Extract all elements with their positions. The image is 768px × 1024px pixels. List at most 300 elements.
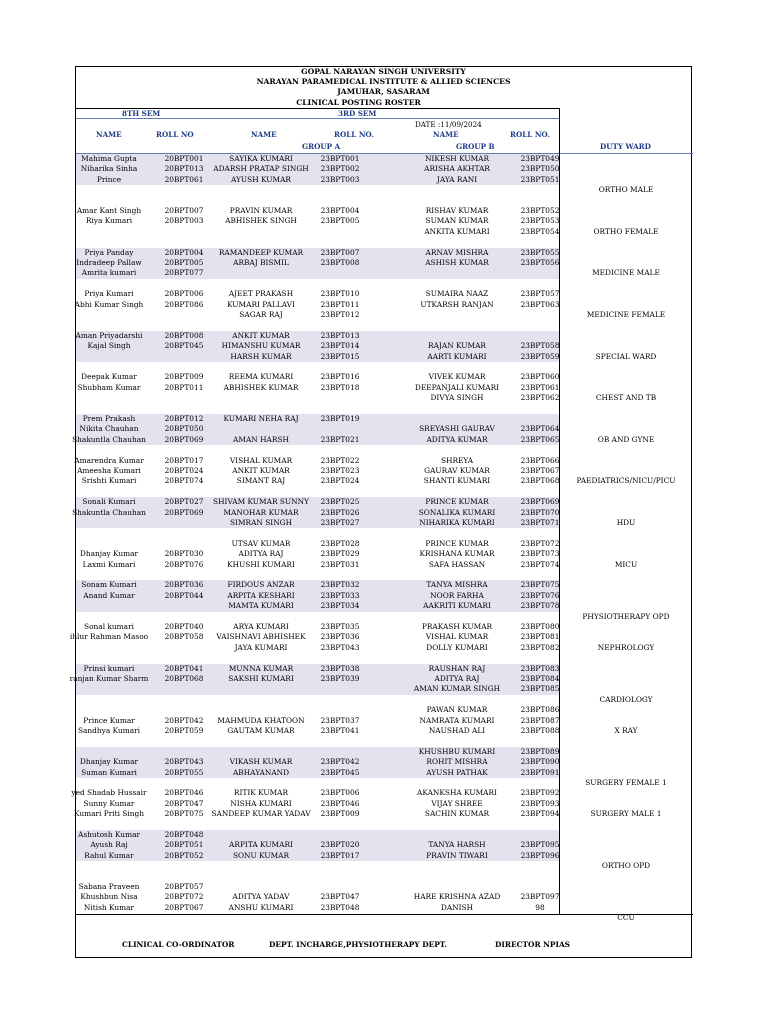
table-row (76, 289, 559, 299)
table-row (76, 362, 559, 372)
cell-name-3rd-b: SHREYA (440, 455, 474, 465)
cell-roll-8th: 20BPT009 (164, 372, 204, 382)
cell-name-3rd-a: MUNNA KUMAR (228, 663, 294, 673)
cell-name-8th: Abhi Kumar Singh (74, 299, 144, 309)
cell-roll-3rd-a: 23BPT022 (320, 455, 360, 465)
cell-name-3rd-a: ARPITA KESHARI (227, 590, 295, 600)
cell-name-3rd-b: NOOR FARHA (430, 590, 484, 600)
sem3-label: 3RD SEM (338, 109, 377, 118)
cell-name-8th: Prince Kumar (83, 715, 135, 725)
duty-ward-cell: CHEST AND TB (595, 393, 657, 403)
cell-roll-8th: 20BPT012 (164, 414, 204, 423)
cell-name-3rd-a: SANDEEP KUMAR YADAV (211, 809, 311, 819)
cell-roll-8th: 20BPT051 (164, 840, 204, 850)
cell-name-8th: Priya Kumari (84, 289, 134, 299)
cell-roll-8th: 20BPT030 (164, 549, 204, 559)
cell-name-8th: Amarendra Kumar (74, 455, 144, 465)
cell-name-3rd-a: HIMANSHU KUMAR (221, 341, 301, 351)
cell-roll-3rd-a: 23BPT046 (320, 798, 360, 808)
cell-name-3rd-a: SAKSHI KUMARI (228, 674, 294, 683)
cell-roll-8th: 20BPT067 (164, 902, 204, 912)
cell-name-3rd-b: VIJAY SHREE (431, 798, 483, 808)
table-row (76, 424, 559, 434)
table-row (76, 549, 559, 559)
cell-roll-3rd-b: 23BPT069 (520, 497, 560, 507)
table-row (76, 539, 559, 549)
cell-roll-3rd-b: 23BPT061 (520, 382, 560, 392)
cell-name-8th: ihlur Rahman Masoo (69, 632, 149, 642)
duty-ward-cell: PHYSIOTHERAPY OPD (582, 611, 670, 621)
duty-ward-cell: NEPHROLOGY (597, 642, 655, 652)
cell-roll-3rd-b: 23BPT092 (520, 788, 560, 798)
cell-roll-8th: 20BPT005 (164, 258, 204, 267)
col-name-3rd-b: NAME (433, 130, 459, 139)
cell-roll-8th: 20BPT045 (164, 341, 204, 351)
cell-name-8th: Anand Kumar (83, 590, 135, 600)
cell-roll-3rd-b: 23BPT070 (520, 507, 560, 517)
cell-roll-8th: 20BPT006 (164, 289, 204, 299)
cell-roll-3rd-a: 23BPT034 (320, 601, 360, 611)
cell-roll-3rd-b: 23BPT093 (520, 798, 560, 808)
cell-name-3rd-a: ABHISHEK SINGH (225, 216, 297, 226)
cell-roll-8th: 20BPT068 (164, 674, 204, 683)
cell-roll-3rd-b: 23BPT066 (520, 455, 560, 465)
signature-director: DIRECTOR NPIAS (495, 940, 571, 949)
table-row (69, 632, 560, 642)
cell-name-8th: Khushbun Nisa (80, 892, 138, 902)
cell-roll-8th: 20BPT058 (164, 632, 204, 642)
duty-ward-cell: SPECIAL WARD (595, 351, 657, 361)
table-row (76, 872, 559, 882)
cell-name-3rd-b: SHANTI KUMARI (423, 476, 491, 486)
cell-name-8th: Aman Priyadarshi (75, 330, 143, 340)
cell-name-3rd-a: ARBAJ BISMIL (233, 258, 289, 267)
table-row (76, 352, 559, 362)
cell-roll-3rd-a: 23BPT021 (320, 434, 360, 444)
cell-roll-3rd-b: 23BPT076 (520, 590, 560, 600)
cell-name-3rd-a: JAYA KUMARI (234, 642, 288, 652)
cell-roll-3rd-b: 23BPT084 (520, 674, 560, 683)
duty-ward-cell: SURGERY FEMALE 1 (585, 778, 667, 787)
cell-name-3rd-a: ABHISHEK KUMAR (223, 382, 299, 392)
cell-name-3rd-b: PRAVIN TIWARI (426, 850, 488, 860)
cell-roll-3rd-a: 23BPT015 (320, 351, 360, 361)
cell-name-3rd-a: AYUSH KUMAR (231, 174, 291, 184)
cell-name-8th: Suman Kumari (81, 767, 137, 777)
table-row (72, 434, 560, 445)
cell-name-3rd-a: SIMANT RAJ (236, 476, 286, 486)
cell-name-3rd-a: ADITYA YADAV (232, 892, 290, 902)
cell-name-3rd-a: FIRDOUS ANZAR (227, 580, 295, 590)
cell-name-8th: Nikita Chauhan (79, 424, 139, 434)
cell-name-3rd-a: VAISHNAVI ABHISHEK (216, 632, 306, 642)
cell-roll-8th: 20BPT017 (164, 455, 204, 465)
cell-name-3rd-b: SAFA HASSAN (428, 559, 486, 569)
col-roll-3rd-b: ROLL NO. (510, 130, 550, 139)
col-roll-8th: ROLL NO (156, 130, 194, 139)
table-row (71, 788, 560, 798)
cell-roll-8th: 20BPT043 (164, 757, 204, 767)
cell-roll-3rd-a: 23BPT048 (320, 902, 360, 912)
cell-name-8th: Dhanjay Kumar (79, 549, 139, 559)
cell-roll-3rd-b: 23BPT059 (520, 351, 560, 361)
cell-name-3rd-a: GAUTAM KUMAR (227, 726, 295, 735)
duty-ward-cell: MEDICINE FEMALE (586, 310, 666, 319)
cell-name-8th: Prinsi kumari (83, 663, 135, 673)
cell-roll-3rd-a: 23BPT002 (320, 164, 360, 174)
table-row (76, 705, 559, 715)
table-row (76, 612, 559, 622)
cell-name-3rd-a: RAMANDEEP KUMAR (218, 247, 304, 257)
table-row (76, 695, 559, 705)
signature-coordinator: CLINICAL CO-ORDINATOR (122, 940, 235, 949)
cell-name-8th: Sunny Kumar (83, 798, 135, 808)
cell-name-3rd-b: AARTI KUMARI (427, 351, 487, 361)
duty-ward-cell: X RAY (614, 726, 638, 735)
cell-roll-3rd-a: 23BPT009 (320, 809, 360, 819)
cell-roll-8th: 20BPT059 (164, 726, 204, 735)
cell-name-3rd-a: AMAN HARSH (233, 434, 289, 444)
table-row (76, 320, 559, 330)
cell-roll-3rd-b: 23BPT072 (520, 538, 560, 548)
cell-name-3rd-b: HARE KRISHNA AZAD (413, 892, 501, 902)
cell-name-3rd-b: ARISHA AKHTAR (424, 164, 490, 174)
cell-roll-3rd-a: 23BPT017 (320, 850, 360, 860)
cell-name-3rd-b: DIVYA SINGH (430, 393, 484, 403)
cell-roll-8th: 20BPT046 (164, 788, 204, 798)
cell-roll-3rd-a: 23BPT023 (320, 466, 360, 475)
cell-roll-3rd-b: 23BPT063 (520, 299, 560, 309)
table-row (76, 497, 559, 507)
cell-roll-3rd-b: 23BPT080 (520, 622, 560, 631)
cell-name-3rd-a: NISHA KUMARI (230, 798, 292, 808)
cell-name-3rd-a: KUMARI NEHA RAJ (223, 414, 299, 423)
cell-roll-3rd-a: 23BPT041 (320, 726, 360, 735)
cell-roll-8th: 20BPT008 (164, 330, 204, 340)
signature-incharge: DEPT. INCHARGE,PHYSIOTHERAPY DEPT. (269, 940, 447, 949)
table-row (76, 518, 559, 528)
cell-roll-8th: 20BPT072 (164, 892, 204, 902)
table-row (76, 487, 559, 497)
cell-roll-3rd-b: 98 (535, 902, 545, 912)
cell-roll-3rd-a: 23BPT032 (320, 580, 360, 590)
cell-name-8th: Amrita kumari (81, 268, 137, 278)
cell-name-8th: Amar Kant Singh (76, 206, 142, 215)
table-row (76, 476, 559, 486)
cell-name-3rd-b: NIHARIKA KUMARI (419, 518, 495, 527)
cell-name-8th: Srishti Kumari (81, 476, 137, 486)
group-a-label: GROUP A (302, 142, 341, 151)
duty-ward-cell: MEDICINE MALE (592, 268, 660, 278)
cell-name-3rd-b: RAJAN KUMAR (428, 341, 486, 351)
cell-roll-3rd-b: 23BPT054 (520, 226, 560, 236)
cell-name-3rd-a: ABHAYANAND (232, 767, 290, 777)
table-row (76, 664, 559, 674)
cell-name-3rd-b: JAYA RANI (436, 174, 478, 184)
cell-roll-3rd-a: 23BPT037 (320, 715, 360, 725)
duty-ward-cell: CCU (617, 913, 635, 923)
cell-name-3rd-b: VISHAL KUMAR (425, 632, 489, 642)
cell-roll-8th: 20BPT086 (164, 299, 204, 309)
cell-name-3rd-b: AYUSH PATHAK (426, 767, 488, 777)
cell-name-3rd-b: AAKRITI KUMARI (423, 601, 491, 611)
institute-name: NARAYAN PARAMEDICAL INSTITUTE & ALLIED SCIENCES (256, 77, 511, 86)
table-row (76, 466, 559, 476)
cell-roll-3rd-b: 23BPT097 (520, 892, 560, 902)
cell-name-3rd-b: DANISH (440, 902, 474, 912)
cell-name-3rd-a: ADITYA RAJ (238, 549, 284, 559)
cell-name-3rd-a: RITIK KUMAR (233, 788, 289, 798)
table-row (76, 903, 559, 913)
cell-name-8th: Shakuntla Chauhan (72, 434, 146, 444)
cell-roll-8th: 20BPT041 (164, 663, 204, 673)
cell-name-3rd-b: SREYASHI GAURAV (419, 424, 495, 434)
duty-ward-cell: ORTHO FEMALE (593, 226, 659, 236)
table-row (76, 560, 559, 570)
table-row (76, 331, 559, 341)
cell-roll-3rd-a: 23BPT012 (320, 310, 360, 319)
table-row (76, 820, 559, 830)
cell-roll-3rd-b: 23BPT095 (520, 840, 560, 850)
cell-roll-3rd-b: 23BPT088 (520, 726, 560, 735)
cell-roll-3rd-a: 23BPT018 (320, 382, 360, 392)
table-row (76, 591, 559, 601)
cell-name-3rd-a: ARYA KUMARI (233, 622, 289, 631)
table-row (76, 258, 559, 268)
cell-name-8th: ranjan Kumar Sharm (69, 674, 149, 683)
cell-roll-8th: 20BPT077 (164, 268, 204, 278)
table-row (76, 300, 559, 310)
location: JAMUHAR, SASARAM (337, 87, 430, 96)
cell-roll-3rd-b: 23BPT089 (520, 746, 560, 756)
cell-roll-3rd-b: 23BPT053 (520, 216, 560, 226)
cell-roll-3rd-b: 23BPT052 (520, 206, 560, 215)
table-row (76, 643, 559, 653)
cell-roll-8th: 20BPT048 (164, 830, 204, 839)
cell-name-8th: Riya Kumari (85, 216, 133, 226)
table-row (76, 383, 559, 393)
cell-roll-8th: 20BPT050 (164, 424, 204, 434)
cell-roll-3rd-a: 23BPT013 (320, 330, 360, 340)
table-row (72, 507, 560, 518)
table-row (76, 414, 559, 424)
cell-name-8th: yed Shadab Hussair (71, 788, 147, 798)
duty-ward-cell: PAEDIATRICS/NICU/PICU (576, 476, 676, 486)
cell-roll-3rd-b: 23BPT058 (520, 341, 560, 351)
cell-roll-3rd-b: 23BPT060 (520, 372, 560, 382)
cell-roll-3rd-a: 23BPT003 (320, 174, 360, 184)
cell-roll-3rd-a: 23BPT007 (320, 247, 360, 257)
cell-roll-3rd-a: 23BPT033 (320, 590, 360, 600)
cell-roll-3rd-a: 23BPT031 (320, 559, 360, 569)
cell-roll-8th: 20BPT044 (164, 590, 204, 600)
cell-name-3rd-b: SACHIN KUMAR (424, 809, 490, 819)
cell-name-3rd-a: VISHAL KUMAR (229, 455, 293, 465)
table-row (76, 185, 559, 195)
cell-name-3rd-a: MANOHAR KUMAR (223, 507, 299, 517)
cell-roll-3rd-b: 23BPT062 (520, 393, 560, 403)
duty-ward-cell: ORTHO MALE (598, 185, 654, 195)
cell-name-8th: Indradeep Pallaw (76, 258, 142, 267)
table-row (76, 528, 559, 538)
page-title: CLINICAL POSTING ROSTER (296, 98, 421, 107)
cell-name-3rd-b: NIKESH KUMAR (424, 154, 490, 163)
cell-roll-3rd-b: 23BPT094 (520, 809, 560, 819)
cell-name-8th: Ayush Raj (90, 840, 128, 850)
cell-name-3rd-b: ANKITA KUMARI (424, 226, 490, 236)
table-row (76, 747, 559, 757)
roster-sheet (69, 66, 692, 958)
cell-roll-3rd-a: 23BPT019 (320, 414, 360, 423)
table-row (76, 622, 559, 632)
cell-name-3rd-a: ANKIT KUMAR (232, 466, 290, 475)
table-row (76, 570, 559, 580)
cell-name-3rd-a: VIKASH KUMAR (229, 757, 293, 767)
cell-roll-3rd-b: 23BPT087 (520, 715, 560, 725)
cell-roll-3rd-b: 23BPT049 (520, 154, 560, 163)
cell-roll-3rd-a: 23BPT024 (320, 476, 360, 486)
cell-roll-3rd-b: 23BPT091 (520, 767, 560, 777)
sem8-label: 8TH SEM (122, 109, 161, 118)
cell-roll-3rd-b: 23BPT067 (520, 466, 560, 475)
cell-name-3rd-b: DOLLY KUMARI (426, 642, 488, 652)
cell-name-3rd-a: KHUSHI KUMARI (227, 559, 295, 569)
cell-roll-3rd-a: 23BPT039 (320, 674, 360, 683)
cell-roll-8th: 20BPT013 (164, 164, 204, 174)
cell-roll-8th: 20BPT047 (164, 798, 204, 808)
cell-name-3rd-b: TANYA HARSH (428, 840, 486, 850)
cell-roll-8th: 20BPT011 (164, 382, 204, 392)
cell-name-3rd-b: VIVEK KUMAR (428, 372, 486, 382)
table-row (76, 175, 559, 185)
cell-roll-3rd-b: 23BPT090 (520, 757, 560, 767)
table-row (76, 830, 559, 840)
cell-name-3rd-a: SONU KUMAR (232, 850, 290, 860)
table-row (69, 674, 560, 684)
cell-roll-3rd-a: 23BPT038 (320, 663, 360, 673)
cell-name-3rd-a: UTSAV KUMAR (231, 538, 291, 548)
table-row (76, 248, 559, 258)
table-row (76, 154, 559, 164)
cell-name-3rd-b: SUMAN KUMAR (425, 216, 489, 226)
cell-name-3rd-a: KUMARI PALLAVI (227, 299, 295, 309)
table-row (76, 726, 559, 736)
table-row (76, 892, 559, 902)
cell-roll-8th: 20BPT052 (164, 850, 204, 860)
cell-roll-3rd-b: 23BPT086 (520, 705, 560, 715)
duty-ward-cell: CARDIOLOGY (599, 694, 653, 704)
cell-roll-8th: 20BPT001 (164, 154, 204, 163)
cell-name-8th: Laxmi Kumari (82, 559, 136, 569)
table-row (76, 341, 559, 351)
cell-roll-8th: 20BPT075 (164, 809, 204, 819)
cell-roll-3rd-b: 23BPT075 (520, 580, 560, 590)
cell-roll-8th: 20BPT055 (164, 767, 204, 777)
cell-name-3rd-a: SIMRAN SINGH (229, 518, 293, 527)
cell-roll-3rd-b: 23BPT064 (520, 424, 560, 434)
cell-name-3rd-a: ANSHU KUMARI (228, 902, 294, 912)
cell-name-8th: Kumari Priti Singh (73, 809, 145, 819)
cell-roll-8th: 20BPT024 (164, 466, 204, 475)
cell-name-8th: Shubham Kumar (77, 382, 141, 392)
cell-roll-3rd-a: 23BPT028 (320, 538, 360, 548)
cell-roll-3rd-a: 23BPT035 (320, 622, 360, 631)
cell-name-3rd-a: ANKIT KUMAR (232, 330, 290, 340)
col-name-3rd-a: NAME (251, 130, 277, 139)
cell-name-8th: Prem Prakash (82, 414, 136, 423)
cell-roll-3rd-a: 23BPT045 (320, 767, 360, 777)
cell-name-3rd-b: PAWAN KUMAR (426, 705, 488, 715)
cell-roll-3rd-b: 23BPT096 (520, 850, 560, 860)
cell-roll-8th: 20BPT069 (164, 434, 204, 444)
cell-roll-3rd-b: 23BPT081 (520, 632, 560, 642)
cell-name-3rd-b: TANYA MISHRA (426, 580, 488, 590)
cell-roll-8th: 20BPT003 (164, 216, 204, 226)
cell-roll-3rd-b: 23BPT056 (520, 258, 560, 267)
cell-roll-3rd-a: 23BPT047 (320, 892, 360, 902)
cell-roll-8th: 20BPT040 (164, 622, 204, 631)
cell-name-3rd-b: DEEPANJALI KUMARI (414, 382, 500, 392)
cell-name-8th: Sonal kumari (84, 622, 134, 631)
cell-roll-3rd-a: 23BPT029 (320, 549, 360, 559)
cell-name-3rd-a: PRAVIN KUMAR (229, 206, 293, 215)
cell-name-3rd-b: ARNAV MISHRA (425, 247, 489, 257)
cell-roll-3rd-a: 23BPT008 (320, 258, 360, 267)
duty-ward-cell: SURGERY MALE 1 (590, 809, 662, 819)
table-row (76, 164, 559, 174)
cell-name-8th: Deepak Kumar (81, 372, 137, 382)
cell-name-3rd-a: SAGAR RAJ (239, 310, 283, 319)
cell-name-3rd-b: PRINCE KUMAR (425, 538, 489, 548)
table-row (76, 601, 559, 611)
cell-name-3rd-b: ASHISH KUMAR (425, 258, 489, 267)
cell-name-8th: Nitish Kumar (83, 902, 135, 912)
cell-roll-3rd-a: 23BPT005 (320, 216, 360, 226)
cell-name-3rd-b: PRINCE KUMAR (425, 497, 489, 507)
cell-roll-3rd-b: 23BPT065 (520, 434, 560, 444)
cell-name-3rd-b: GAURAV KUMAR (424, 466, 490, 475)
cell-roll-3rd-a: 23BPT026 (320, 507, 360, 517)
table-row (76, 778, 559, 788)
cell-name-8th: Sonam Kumari (81, 580, 137, 590)
cell-name-8th: Sabana Praveen (78, 882, 140, 891)
cell-name-8th: Dhanjay Kumar (79, 757, 139, 767)
table-row (76, 227, 559, 237)
cell-name-8th: Rahul Kumar (84, 850, 134, 860)
cell-name-3rd-b: PRAKASH KUMAR (421, 622, 493, 631)
cell-roll-3rd-a: 23BPT016 (320, 372, 360, 382)
cell-roll-8th: 20BPT036 (164, 580, 204, 590)
cell-name-3rd-b: RISHAV KUMAR (425, 206, 489, 215)
cell-name-8th: Shakuntla Chauhan (72, 507, 146, 517)
cell-name-8th: Sonali Kumari (82, 497, 136, 507)
cell-name-3rd-a: MAMTA KUMARI (228, 601, 294, 611)
cell-roll-3rd-b: 23BPT078 (520, 601, 560, 611)
cell-name-8th: Mahima Gupta (81, 154, 137, 163)
table-row (76, 310, 559, 320)
table-row (76, 580, 559, 590)
table-row (76, 372, 559, 382)
table-row (76, 768, 559, 778)
cell-roll-8th: 20BPT007 (164, 206, 204, 215)
table-row (76, 799, 559, 809)
cell-name-3rd-b: ROHIT MISHRA (426, 757, 488, 767)
table-row (76, 237, 559, 247)
cell-roll-8th: 20BPT057 (164, 882, 204, 891)
duty-ward-label: DUTY WARD (600, 142, 651, 151)
cell-roll-3rd-b: 23BPT068 (520, 476, 560, 486)
cell-name-3rd-b: KRISHANA KUMAR (419, 549, 495, 559)
